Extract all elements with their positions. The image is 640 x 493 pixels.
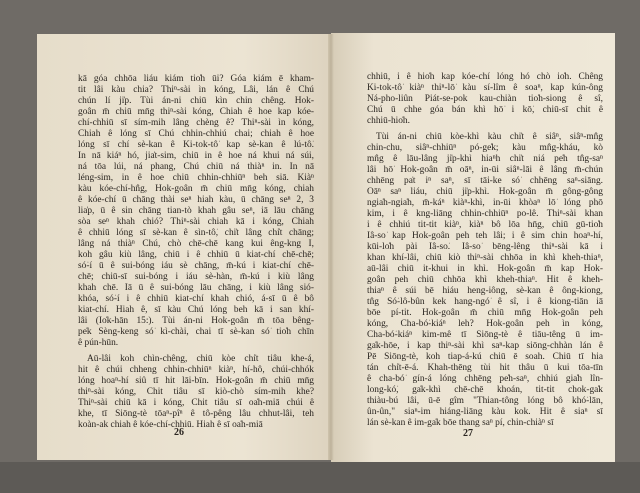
- text-line: koh gâu kiù lâng, chiū i ê chhiū ū kiat-chí chē-chē;: [78, 250, 314, 260]
- text-line: kā góa chhōa liáu kiám tio̍h ūi? Góa kiám ē kham-: [78, 74, 314, 84]
- text-line: chin-chu, siâⁿ-chhiūⁿ pó-ge̍k; kàu mn̂g-kháu, kò͘: [367, 143, 603, 153]
- left-page-text: [78, 74, 314, 431]
- text-line: khe, tī Siōng-tè tōaⁿ-pîⁿ ê tô-pêng lâu chhut-lâi, teh: [78, 409, 314, 419]
- text-line: chhiū, i ê hio̍h kap kóe-chí lóng hó chò io̍h. Chêng: [367, 72, 603, 82]
- text-line: ga̍k-hōe, i kap thiⁿ-sài khì saⁿ-kap siōng-chhàn lán ê: [367, 341, 603, 351]
- text-line: lia̍p, ū ê sin chāng tian-tò khah gâu seⁿ, iā lāu chāng: [78, 206, 314, 216]
- text-line: mn̂g ê lāu-lâng ji̍p-khì hiaⁿh chi̍t niá pe̍h tn̂g-saⁿ: [367, 154, 603, 164]
- text-line: Thiⁿ-sài chiū kā i kóng, Chit tiâu sī oa̍h-miā chúi ê: [78, 398, 314, 408]
- text-line: Oāⁿ saⁿ liáu, chiū ji̍p-khì. Hok-goân m̄ gông-gông: [367, 187, 603, 197]
- text-line: thiⁿ-sài kóng, Chit tiâu sī kiò-chò sím-mih khe?: [78, 387, 314, 397]
- page-number-right: 27: [463, 428, 473, 439]
- text-line: sòa seⁿ khah chió? Thiⁿ-sài chiah kā i kóng, Chiah: [78, 217, 314, 227]
- text-line: thiaⁿ ê súi bē hiáu heng-iông, sè-kan ê ông-kiong,: [367, 286, 603, 296]
- text-line: Aū-lâi koh chìn-chêng, chiū kòe chi̍t tiâu khe-á,: [87, 354, 314, 364]
- text-line: lán sè-kan ê im-ga̍k bōe thang saⁿ pí, chin-chiàⁿ sī: [367, 418, 554, 428]
- text-line: lóng hoaⁿ-hí siû tī hit lāi-bīn. Hok-goân m̄ chiū mn̄g: [78, 376, 314, 386]
- text-line: pe̍k Sèng-keng só͘ kì-chài, chai tī sè-kan só͘ tio̍h chīn: [78, 327, 314, 337]
- text-line: Tùi án-ni chiū kòe-khì kàu chi̍t ê siâⁿ, siâⁿ-mn̂g: [376, 132, 603, 142]
- text-line: goân m̄ chiū mn̄g thiⁿ-sài kóng, Chiah ê hoe kap kóe-: [78, 107, 314, 117]
- text-line: léng-sim, in ê hoe chiū chhin-chhiūⁿ beh siā. Kiàⁿ: [78, 173, 314, 183]
- book-gutter: [328, 34, 334, 460]
- text-line: bōe pí-tit. Hok-goân m̄ chiū mn̄g Hok-goân peh: [367, 308, 603, 318]
- text-line: long-kó͘, ga̍k-khì chē-chē khoán, tit-tit chok-ga̍k: [367, 385, 603, 395]
- text-line: thiàu-bú lâi, ū-ē gîm "Thian-tông lóng bô khó͘-lān,: [367, 396, 603, 406]
- right-page: [331, 33, 615, 462]
- text-line: chí-chhiū sī sím-mih lâng chèng ê? Thiⁿ-sài ìn kóng,: [78, 118, 314, 128]
- text-line: kàu kóe-chí-hn̂g, Hok-goân m̄ chiū mn̄g kóng, chiah: [78, 184, 314, 194]
- text-line: ê pún-hūn.: [78, 338, 119, 348]
- text-line: chhēng pa̍t iⁿ saⁿ, sī tāi-ke só͘ chhēng saⁿ-siāng.: [367, 176, 603, 186]
- text-line: lóng sī chí sè-kan ê Ki-tok-tô͘ kap sè-kan ê lú-tô͘.: [78, 140, 314, 150]
- text-line: tán chi̍t-ē-á. Khah-thēng tùi hit thâu ū kui tōa-tīn: [367, 363, 603, 373]
- text-line: khóa, só͘-í i ê chhiū kiat-chí khah chió, á-sī ū ê bô: [78, 294, 314, 304]
- scan-background: [0, 462, 640, 493]
- text-line: tit lâi kàu chia? Thiⁿ-sài ìn kóng, Lâi, lán ê Chú: [78, 85, 314, 95]
- text-line: kūi-lo̍h pài Iâ-so͘. Iâ-so͘ bēng-lêng thiⁿ-sài kā i: [367, 242, 603, 252]
- text-line: kim, i ê kng-liāng chhin-chhiūⁿ po-lê. Thiⁿ-sài khan: [367, 209, 603, 219]
- text-line: Ná-pho-liûn Piát-se-pok kau-chiàn tio̍h-siong ê sî,: [367, 94, 603, 104]
- text-line: koàn-ak chiah ê kóe-chí-chhiū. Hiah ê sī oa̍h-miā: [78, 420, 263, 430]
- text-line: ê chhiū lóng sī sè-kan ê sìn-tô͘, chi̍t lâng chi̍t chāng;: [78, 228, 314, 238]
- text-line: Ki-tok-tô͘ kiàⁿ thiⁿ-lō͘ kàu sí-lîm ê soaⁿ, kap kún-ông: [367, 83, 603, 93]
- text-line: ná tōa lúi, ná phang, Chú chiū ná thiàⁿ in. In nā: [78, 162, 314, 172]
- text-line: Chiah ê lóng sī Chú chhin-chhiú chai; chiah ê hoe: [78, 129, 314, 139]
- text-line: i ê chhiú tit-tit kiàⁿ, kiàⁿ bô lōa hn̄g, chiū gū-tio̍h: [367, 220, 603, 230]
- text-line: goân peh chiū chhōa khì kheh-thiaⁿ. Hit ê kheh-: [367, 275, 603, 285]
- text-line: ûn-ûn," siaⁿ-im hiáng-liāng kàu kok. Hit ê siaⁿ sī: [367, 407, 603, 417]
- text-line: lâi hō͘ Hok-goân m̄ oāⁿ, in-ūi siâⁿ-lāi ê lâng m̄-chún: [367, 165, 603, 175]
- text-line: Pē Siōng-tè, koh tiap-á-kú chiū ē soah. Chiū tī hia: [367, 352, 603, 362]
- right-page-text: [367, 72, 603, 429]
- text-line: lâi (Io̍k-hān 15:). Tùi án-ni Hok-goân m̄ tōa bêng-: [78, 316, 314, 326]
- page-number-left: 26: [174, 427, 184, 438]
- text-line: hit ê chúi chheng chhin-chhiūⁿ kiàⁿ, hí-hô, chúi-chhók: [78, 365, 314, 375]
- text-line: Cha-bó͘-kiáⁿ kim-mê tī Siōng-tè ê tiāu-têng ū im-: [367, 330, 603, 340]
- text-line: ê cha-bó͘ gín-á lóng chhēng pe̍h-saⁿ, chhiú gia̍h lîn-: [367, 374, 603, 384]
- text-line: khan khí-lâi, chiū kiò thiⁿ-sài chhōa in khì kheh-thiaⁿ,: [367, 253, 603, 263]
- text-line: aū-lâi chiū it-khui in khì. Hok-goân m̄ kap Hok-: [367, 264, 603, 274]
- text-line: só͘-í ū ê sui-bóng iáu sè chāng, m̄-kú i kiat-chí chē-: [78, 261, 314, 271]
- text-line: Chú ū chhe góa bán khì hō͘ i kō͘, chiū-sī chit ê: [367, 105, 603, 115]
- text-line: chē; chiū-sī sui-bóng i iáu sè-hàn, m̄-kú i kiù lâng: [78, 272, 314, 282]
- text-line: khah chē. Iā ū ê sui-bóng lāu chāng, i kiù lâng sió-: [78, 283, 314, 293]
- text-line: chhiū-hio̍h.: [367, 116, 410, 126]
- text-line: In nā kiáⁿ hó, jia̍t-sim, chiū in ê hoe ná khui ná súi,: [78, 151, 314, 161]
- left-page: [37, 34, 331, 460]
- text-line: Iâ-so͘ kap Hok-goân peh teh lâi; i ê sim chin hoaⁿ-hí,: [367, 231, 603, 241]
- text-line: ngia̍h-ngia̍h, m̄-káⁿ kiàⁿ-khì, in-ūi khòaⁿ lō͘ lóng phō͘: [367, 198, 603, 208]
- text-line: kiat-chí. Hiah ê, sī kàu Chú lóng beh kā i san khí-: [78, 305, 314, 315]
- text-line: lâng ná thiàⁿ Chú, chò chē-chē kang kui êng-kng I,: [78, 239, 314, 249]
- text-line: chún lí ji̍p. Tùi án-ni chiū kìn chin chêng. Hok-: [78, 96, 314, 106]
- text-line: kóng, Cha-bó͘-kiáⁿ leh? Hok-goân peh ìn kóng,: [367, 319, 603, 329]
- text-line: ê kóe-chí ū chāng thài seⁿ hiah kàu, ū chāng seⁿ 2, 3: [78, 195, 314, 205]
- text-line: tn̂g Só͘-lô-bûn kek hang-ngó͘ ê sî, i ê kiong-tiān iā: [367, 297, 603, 307]
